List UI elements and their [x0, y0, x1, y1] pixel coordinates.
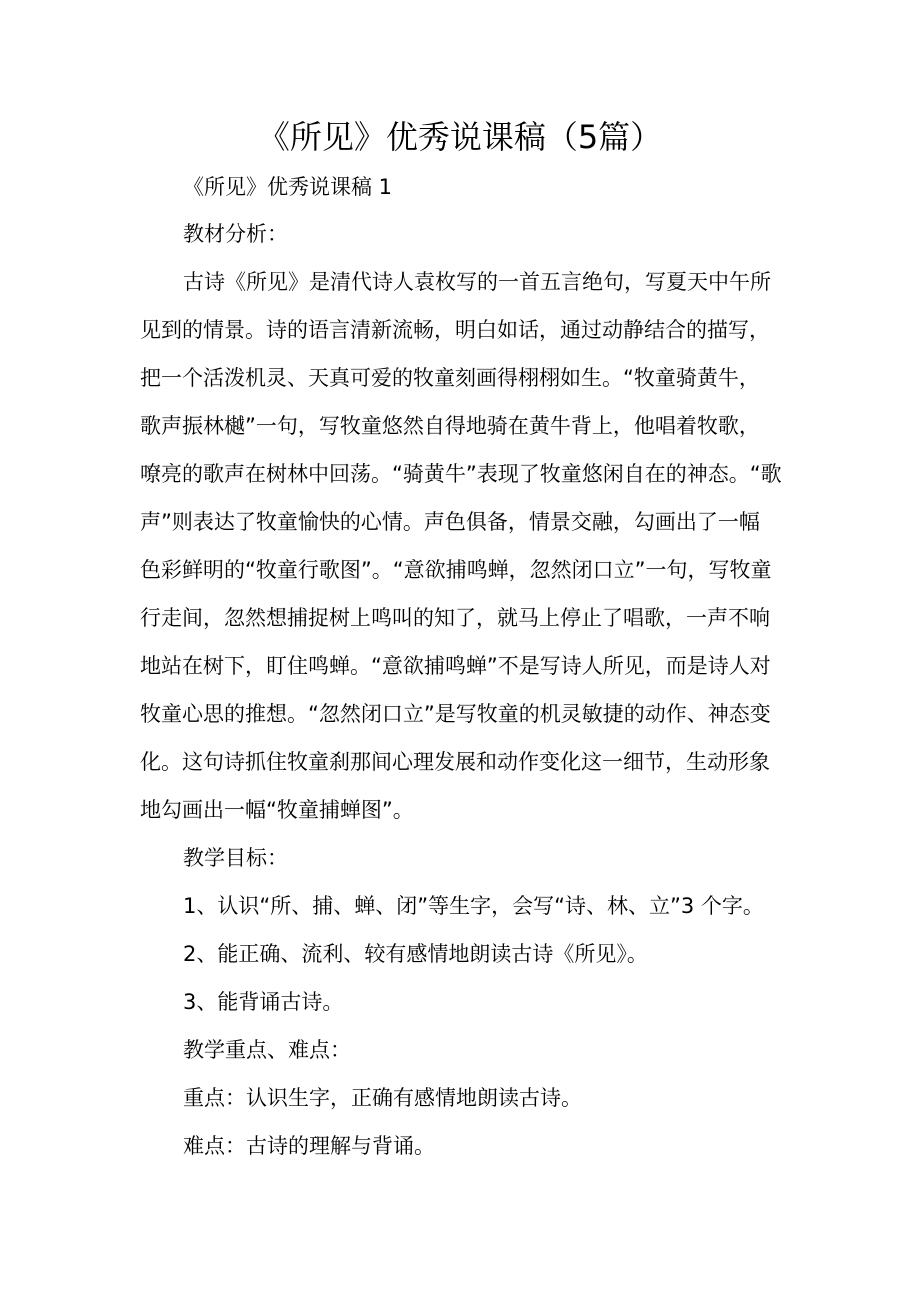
section-heading-keypoints: 教学重点、难点： — [183, 1038, 351, 1062]
paragraph-line: 地站在树下，盯住鸣蝉。“意欲捕鸣蝉”不是写诗人所见，而是诗人对 — [140, 654, 771, 678]
paragraph-line: 地勾画出一幅“牧童捕蝉图”。 — [140, 798, 414, 822]
document-title: 《所见》优秀说课稿（5篇） — [257, 118, 663, 156]
section-heading-goals: 教学目标： — [183, 846, 288, 870]
paragraph-line: 行走间，忽然想捕捉树上鸣叫的知了，就马上停止了唱歌，一声不响 — [140, 606, 770, 630]
paragraph-line: 把一个活泼机灵、天真可爱的牧童刻画得栩栩如生。“牧童骑黄牛， — [140, 366, 760, 390]
paragraph-line: 古诗《所见》是清代诗人袁枚写的一首五言绝句，写夏天中午所 — [183, 270, 771, 294]
paragraph-line: 化。这句诗抓住牧童刹那间心理发展和动作变化这一细节，生动形象 — [140, 750, 770, 774]
difficult-point: 难点：古诗的理解与背诵。 — [183, 1134, 435, 1158]
key-point: 重点：认识生字，正确有感情地朗读古诗。 — [183, 1086, 582, 1110]
goal-item: 2、能正确、流利、较有感情地朗读古诗《所见》。 — [183, 942, 648, 966]
paragraph-line: 歌声振林樾”一句，写牧童悠然自得地骑在黄牛背上，他唱着牧歌， — [140, 414, 760, 438]
document-subtitle: 《所见》优秀说课稿 1 — [183, 175, 393, 199]
paragraph-line: 牧童心思的推想。“忽然闭口立”是写牧童的机灵敏捷的动作、神态变 — [140, 702, 771, 726]
goal-item: 3、能背诵古诗。 — [183, 990, 344, 1014]
paragraph-line: 见到的情景。诗的语言清新流畅，明白如话，通过动静结合的描写， — [140, 318, 770, 342]
paragraph-line: 声”则表达了牧童愉快的心情。声色俱备，情景交融，勾画出了一幅 — [140, 510, 760, 534]
goal-item: 1、认识“所、捕、蝉、闭”等生字，会写“诗、林、立”3 个字。 — [183, 894, 764, 918]
section-heading-analysis: 教材分析： — [183, 222, 288, 246]
paragraph-line: 色彩鲜明的“牧童行歌图”。“意欲捕鸣蝉，忽然闭口立”一句，写牧童 — [140, 558, 772, 582]
paragraph-line: 嘹亮的歌声在树林中回荡。“骑黄牛”表现了牧童悠闲自在的神态。“歌 — [140, 462, 782, 486]
